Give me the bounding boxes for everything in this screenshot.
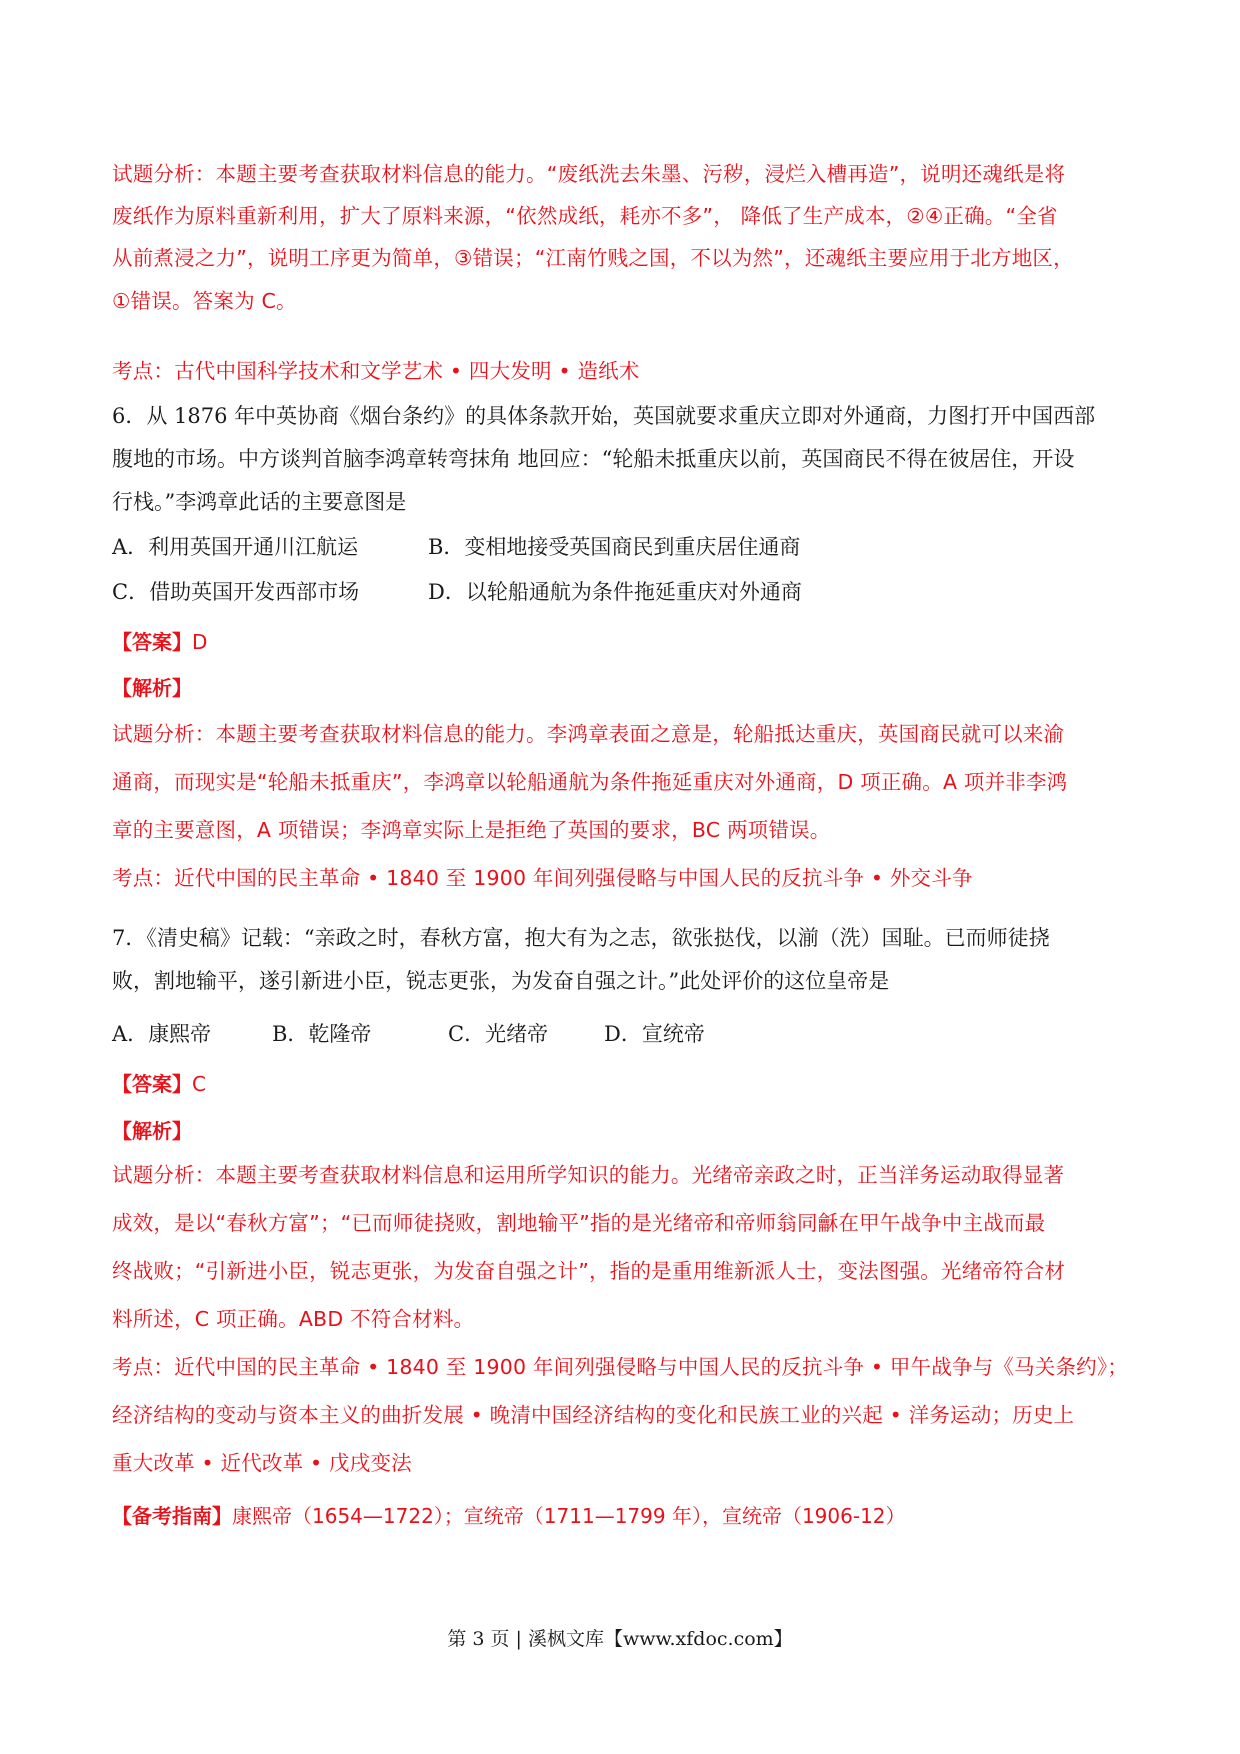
beikao-value: 康熙帝（1654—1722）；宣统帝（1711—1799 年），宣统帝（1906-12） [232,1504,906,1528]
q7-kaodian-line: 经济结构的变动与资本主义的曲折发展 • 晚清中国经济结构的变化和民族工业的兴起 • 洋务运动；历史上 [112,1403,1075,1427]
q5-analysis-line: 试题分析：本题主要考查获取材料信息的能力。“废纸洗去朱墨、污秽，浸烂入槽再造”，说明还魂纸是将 [112,162,1066,186]
q5-kaodian [112,359,1132,383]
q7-stem-line: 7．《清史稿》记载：“亲政之时，春秋方富，抱大有为之志，欲张挞伐，以湔（洗）国耻。已而师徒挠 [112,926,1050,950]
answer-value: C [192,1072,206,1096]
q6-option-b: B．变相地接受英国商民到重庆居住通商 [428,535,801,559]
q7-answer [112,1068,1132,1097]
q6-analysis-line: 试题分析：本题主要考查获取材料信息的能力。李鸿章表面之意是，轮船抵达重庆，英国商民就可以来渝 [112,722,1065,746]
q7-analysis-line: 料所述，C 项正确。ABD 不符合材料。 [112,1307,475,1331]
q6-analysis-line: 章的主要意图，A 项错误；李鸿章实际上是拒绝了英国的要求，BC 两项错误。 [112,818,831,842]
q6-stem-line: 6．从 1876 年中英协商《烟台条约》的具体条款开始，英国就要求重庆立即对外通商，力图打开中国西部 [112,404,1096,428]
page-footer: 第 3 页 | 溪枫文库【www.xfdoc.com】 [447,1628,793,1650]
answer-value: D [192,630,208,654]
q6-option-d: D．以轮船通航为条件拖延重庆对外通商 [428,580,802,604]
q5-analysis-line: 从前煮浸之力”，说明工序更为简单，③错误；“江南竹贱之国，不以为然”，还魂纸主要应用于北方地区， [112,246,1074,270]
q7-kaodian-line: 重大改革 • 近代改革 • 戊戌变法 [112,1451,412,1475]
answer-label: 【答案】 [112,1072,192,1096]
q7-kaodian-line: 考点：近代中国的民主革命 • 1840 至 1900 年间列强侵略与中国人民的反抗斗争 • 甲午战争与《马关条约》； [112,1355,1128,1379]
q7-option-a: A．康熙帝 [112,1022,212,1046]
q7-option-c: C．光绪帝 [448,1022,549,1046]
q7-analysis-line: 试题分析：本题主要考查获取材料信息和运用所学知识的能力。光绪帝亲政之时，正当洋务运动取得显著 [112,1163,1065,1187]
q7-option-d: D．宣统帝 [604,1022,705,1046]
jiexi-label: 【解析】 [112,1119,192,1143]
q6-option-c: C．借助英国开发西部市场 [112,580,360,604]
q6-analysis-line: 通商，而现实是“轮船未抵重庆”，李鸿章以轮船通航为条件拖延重庆对外通商，D 项正确。A 项并非李鸿 [112,770,1068,794]
beikao-guide [112,1500,1132,1529]
q6-stem-line: 腹地的市场。中方谈判首脑李鸿章转弯抹角 地回应：“轮船未抵重庆以前，英国商民不得在彼居住，开设 [112,447,1075,471]
q6-stem-line: 行栈。”李鸿章此话的主要意图是 [112,490,407,514]
q7-option-b: B．乾隆帝 [272,1022,372,1046]
q5-analysis-line: 废纸作为原料重新利用，扩大了原料来源，“依然成纸，耗亦不多”， 降低了生产成本，②④正确。“全省 [112,204,1058,228]
q6-answer [112,626,1132,655]
q5-analysis-line: ①错误。答案为 C。 [112,289,297,313]
q7-analysis-line: 终战败；“引新进小臣，锐志更张，为发奋自强之计”，指的是重用维新派人士，变法图强。光绪帝符合材 [112,1259,1066,1283]
q7-analysis-line: 成效，是以“春秋方富”；“已而师徒挠败，割地输平”指的是光绪帝和帝师翁同龢在甲午战争中主战而最 [112,1211,1046,1235]
q5-kaodian-text: 考点：古代中国科学技术和文学艺术 • 四大发明 • 造纸术 [112,359,640,383]
jiexi-label: 【解析】 [112,676,192,700]
q6-jiexi-heading [112,672,1132,701]
q6-option-a: A．利用英国开通川江航运 [112,535,359,559]
beikao-label: 【备考指南】 [112,1504,232,1528]
q7-jiexi-heading [112,1115,1132,1144]
q7-stem-line: 败，割地输平，遂引新进小臣，锐志更张，为发奋自强之计。”此处评价的这位皇帝是 [112,969,890,993]
answer-label: 【答案】 [112,630,192,654]
q6-kaodian [112,866,1132,890]
q6-kaodian-text: 考点：近代中国的民主革命 • 1840 至 1900 年间列强侵略与中国人民的反抗斗争 • 外交斗争 [112,866,973,890]
